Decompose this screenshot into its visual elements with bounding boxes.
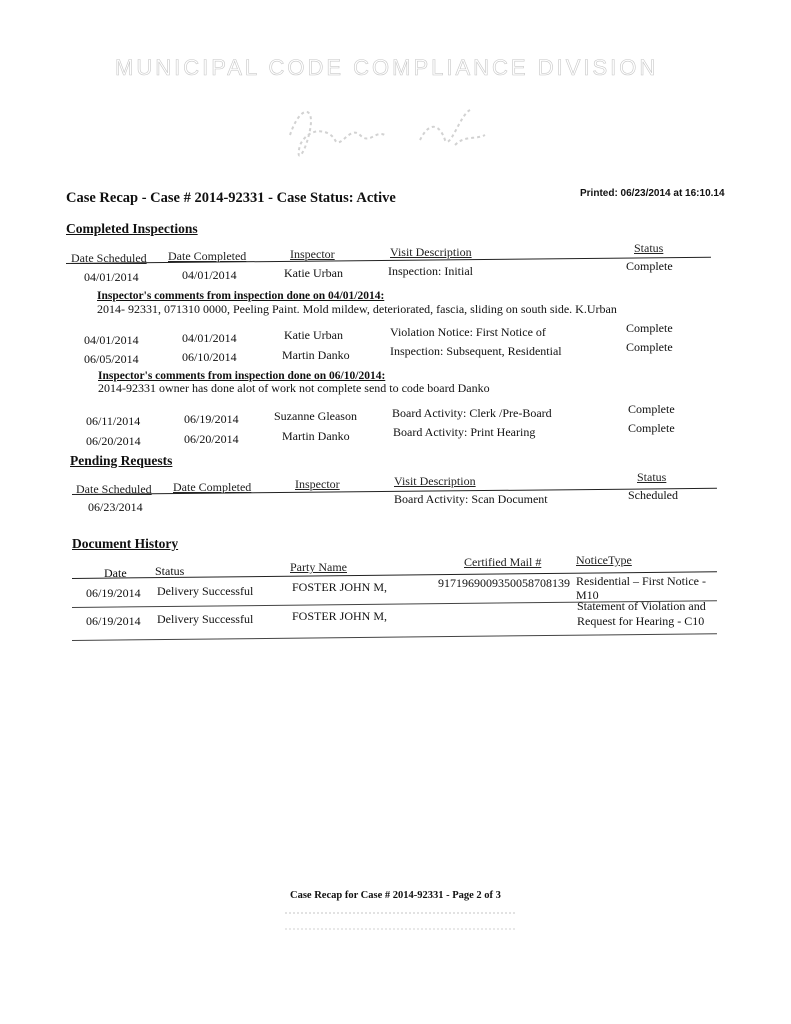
col-date: Date — [104, 566, 127, 580]
col-inspector: Inspector — [295, 477, 340, 491]
table-row-cell: Request for Hearing - C10 — [577, 614, 705, 628]
page-title: Case Recap - Case # 2014-92331 - Case Status: Active — [66, 190, 396, 206]
table-row-cell: Martin Danko — [282, 348, 350, 362]
table-row-cell: Board Activity: Clerk /Pre-Board — [392, 406, 552, 420]
table-row-cell: Martin Danko — [282, 429, 350, 443]
footer-faint-stamp — [285, 912, 515, 930]
col-date-scheduled: Date Scheduled — [71, 251, 147, 265]
table-row-cell: Complete — [628, 402, 675, 416]
document-history-heading: Document History — [72, 536, 179, 551]
table-row-cell: 04/01/2014 — [182, 331, 237, 345]
table-row-cell: Residential – First Notice - — [576, 574, 706, 588]
table-row-cell: Board Activity: Print Hearing — [393, 425, 536, 439]
table-row-cell: Inspection: Initial — [388, 264, 473, 278]
table-row-cell: Suzanne Gleason — [274, 409, 357, 423]
completed-inspections-heading: Completed Inspections — [66, 221, 198, 236]
col-date-scheduled: Date Scheduled — [76, 482, 152, 496]
table-row-cell: Delivery Successful — [157, 612, 254, 626]
col-status: Status — [155, 564, 185, 578]
table-row-cell: 06/20/2014 — [184, 432, 239, 446]
table-row-cell: Complete — [626, 259, 673, 273]
table-row-cell: Complete — [626, 321, 673, 335]
col-date-completed: Date Completed — [168, 249, 247, 263]
comment-heading: Inspector's comments from inspection done on 06/10/2014: — [98, 370, 386, 382]
table-row-cell: FOSTER JOHN M, — [292, 580, 388, 594]
table-row-cell: 06/19/2014 — [184, 412, 239, 426]
col-date-completed: Date Completed — [173, 480, 252, 494]
col-status: Status — [634, 241, 664, 255]
table-row-cell: 06/19/2014 — [86, 586, 141, 600]
pending-requests-heading: Pending Requests — [70, 453, 173, 468]
table-row-cell: 06/11/2014 — [86, 414, 141, 428]
table-row-cell: Katie Urban — [284, 266, 343, 280]
comment-heading: Inspector's comments from inspection done on 04/01/2014: — [97, 290, 385, 302]
table-row-cell: Statement of Violation and — [577, 599, 706, 613]
signature-scribble — [270, 95, 510, 175]
table-row-cell: Complete — [626, 340, 673, 354]
watermark-text: MUNICIPAL CODE COMPLIANCE DIVISION — [115, 55, 659, 80]
table-row-cell: Complete — [628, 421, 675, 435]
table-row-cell: Violation Notice: First Notice of — [390, 325, 546, 339]
col-party-name: Party Name — [290, 560, 347, 574]
table-row-cell: 04/01/2014 — [182, 268, 237, 282]
comment-text: 2014- 92331, 071310 0000, Peeling Paint. Mold mildew, deteriorated, fascia, sliding on south side. K.Urban — [97, 302, 617, 316]
table-row-cell: Scheduled — [628, 488, 678, 502]
table-row-cell: 06/19/2014 — [86, 614, 141, 628]
col-notice-type: NoticeType — [576, 553, 632, 567]
table-row-cell: M10 — [576, 588, 599, 602]
table-row-cell: 06/23/2014 — [88, 500, 143, 514]
table-row-cell: 06/20/2014 — [86, 434, 141, 448]
table-row-cell: 04/01/2014 — [84, 270, 139, 284]
table-row-cell: 9171969009350058708139 — [438, 576, 570, 590]
row-rule — [72, 633, 717, 641]
table-row-cell: Inspection: Subsequent, Residential — [390, 344, 562, 358]
col-inspector: Inspector — [290, 247, 335, 261]
col-status: Status — [637, 470, 667, 484]
col-certified-mail: Certified Mail # — [464, 555, 542, 569]
table-row-cell: FOSTER JOHN M, — [292, 609, 388, 623]
comment-text: 2014-92331 owner has done alot of work not complete send to code board Danko — [98, 381, 490, 395]
table-row-cell: 06/10/2014 — [182, 350, 237, 364]
table-row-cell: 06/05/2014 — [84, 352, 139, 366]
col-visit-description: Visit Description — [394, 474, 476, 488]
page-footer: Case Recap for Case # 2014-92331 - Page 2 of 3 — [290, 890, 501, 901]
printed-timestamp: Printed: 06/23/2014 at 16:10.14 — [580, 188, 725, 199]
table-row-cell: Katie Urban — [284, 328, 343, 342]
col-visit-description: Visit Description — [390, 245, 472, 259]
table-row-cell: Delivery Successful — [157, 584, 254, 598]
table-row-cell: Board Activity: Scan Document — [394, 492, 548, 506]
header-rule — [66, 257, 711, 264]
table-row-cell: 04/01/2014 — [84, 333, 139, 347]
